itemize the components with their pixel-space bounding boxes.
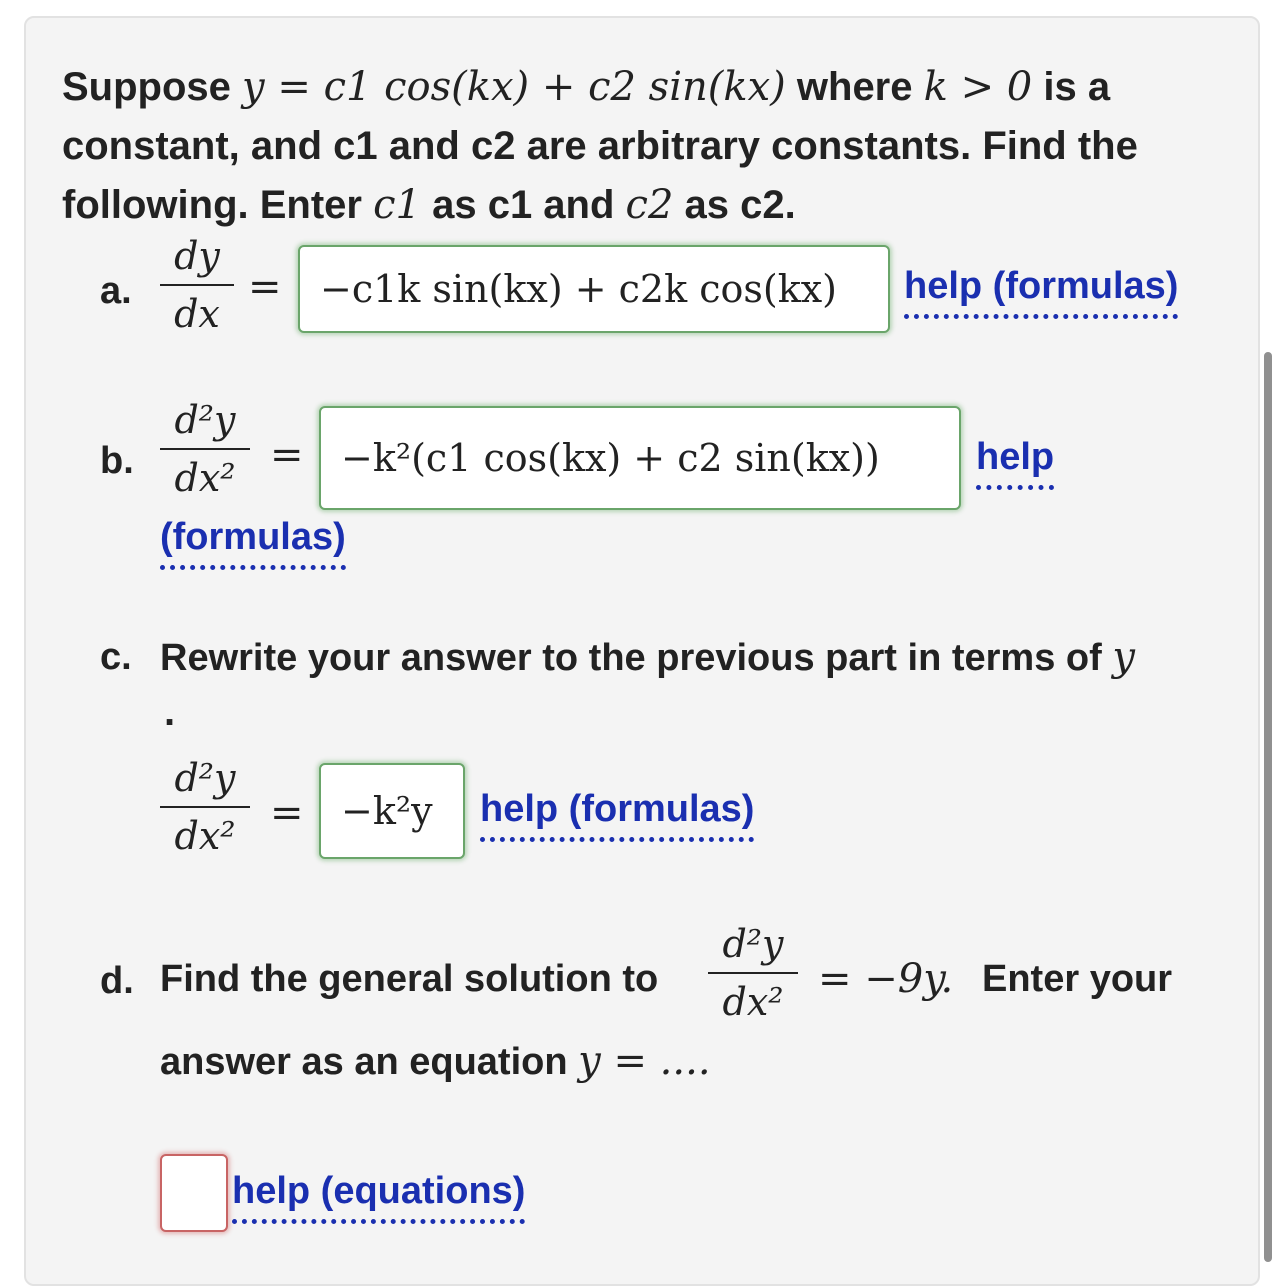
part-a-denominator: dx bbox=[174, 292, 220, 336]
part-c-prompt-text: Rewrite your answer to the previous part in terms of bbox=[160, 637, 1102, 679]
part-a-answer-value: −c1k sin(kx) + c2k cos(kx) bbox=[320, 267, 837, 311]
intro-c1-symbol: c1 bbox=[373, 182, 421, 228]
intro-as-c1: as c1 and bbox=[432, 183, 615, 227]
part-c-denominator: dx² bbox=[174, 814, 236, 858]
part-c-help-link[interactable]: help (formulas) bbox=[480, 788, 754, 842]
part-d-prompt-line2 bbox=[160, 1038, 711, 1084]
part-a-help-link[interactable]: help (formulas) bbox=[904, 265, 1178, 319]
part-c-period: . bbox=[164, 690, 176, 734]
fraction-bar bbox=[160, 806, 250, 808]
part-b-answer-value: −k²(c1 cos(kx) + c2 sin(kx)) bbox=[341, 436, 880, 480]
part-c-label: c. bbox=[100, 636, 132, 678]
part-d-line2-math: y = .... bbox=[578, 1038, 711, 1084]
fraction-bar bbox=[160, 448, 250, 450]
intro-c2-symbol: c2 bbox=[625, 182, 674, 228]
part-d-help-link[interactable]: help (equations) bbox=[232, 1170, 525, 1224]
intro-k-condition: k > 0 bbox=[923, 64, 1033, 110]
intro-line-1 bbox=[62, 58, 1138, 117]
part-d-answer-input[interactable] bbox=[160, 1154, 228, 1232]
part-b-equals: = bbox=[270, 432, 304, 478]
part-d-denominator: dx² bbox=[722, 980, 784, 1024]
part-b-derivative bbox=[160, 398, 250, 500]
part-d-numerator: d²y bbox=[722, 922, 784, 966]
scrollbar[interactable] bbox=[1264, 352, 1272, 1262]
part-b-help-link[interactable]: help bbox=[976, 436, 1054, 490]
part-d-label: d. bbox=[100, 960, 134, 1002]
intro-equation: y = c1 cos(kx) + c2 sin(kx) bbox=[242, 64, 786, 110]
part-c-equals: = bbox=[270, 790, 304, 836]
intro-line-2: constant, and c1 and c2 are arbitrary constants. Find the bbox=[62, 124, 1138, 168]
problem-intro bbox=[62, 58, 1138, 235]
part-a-equals: = bbox=[248, 264, 282, 310]
intro-suppose: Suppose bbox=[62, 65, 231, 109]
part-b-denominator: dx² bbox=[174, 456, 236, 500]
part-a-numerator: dy bbox=[174, 234, 220, 278]
part-d-line2-text: answer as an equation bbox=[160, 1041, 568, 1083]
part-c-derivative bbox=[160, 756, 250, 858]
part-c-numerator: d²y bbox=[174, 756, 236, 800]
part-c-prompt bbox=[160, 634, 1135, 680]
part-c-variable: y bbox=[1112, 634, 1135, 680]
fraction-bar bbox=[708, 972, 798, 974]
part-b-label: b. bbox=[100, 440, 134, 482]
part-d-prompt: Find the general solution to bbox=[160, 958, 659, 1000]
part-b-numerator: d²y bbox=[174, 398, 236, 442]
intro-is-a: is a bbox=[1043, 65, 1111, 109]
part-d-rhs: = −9y. bbox=[818, 956, 954, 1002]
part-a-label: a. bbox=[100, 270, 132, 312]
fraction-bar bbox=[160, 284, 234, 286]
part-c-answer-value: −k²y bbox=[341, 789, 433, 833]
part-d-derivative bbox=[708, 922, 798, 1024]
part-b-answer-input[interactable] bbox=[319, 406, 961, 510]
intro-as-c2: as c2. bbox=[684, 183, 796, 227]
part-a-derivative bbox=[160, 234, 234, 336]
part-b-help-formulas-link[interactable]: (formulas) bbox=[160, 516, 346, 570]
part-c-answer-input[interactable] bbox=[319, 763, 465, 859]
intro-where: where bbox=[796, 65, 913, 109]
part-a-answer-input[interactable] bbox=[298, 245, 890, 333]
intro-following: following. Enter bbox=[62, 183, 362, 227]
part-d-prompt-end: Enter your bbox=[982, 958, 1173, 1000]
intro-line-3 bbox=[62, 176, 1138, 235]
